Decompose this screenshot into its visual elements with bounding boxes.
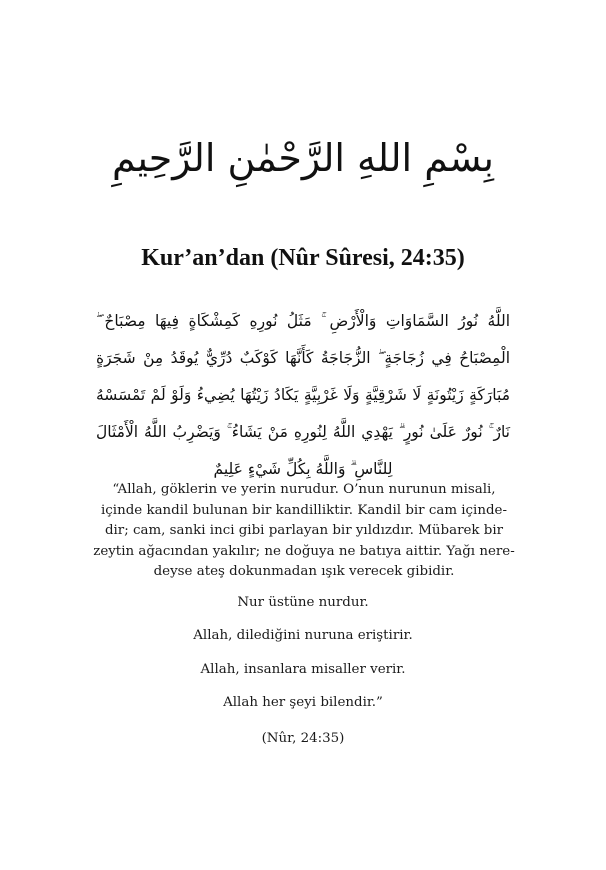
page-title: Kur’an’dan (Nûr Sûresi, 24:35): [141, 245, 465, 271]
translation-line-4: Allah her şeyi bilendir.”: [223, 695, 383, 710]
verse-translation: “Allah, göklerin ve yerin nurudur. O’nun nurunun misali, içinde kandil bulunan bir kandilliktir. Kandil bir cam içinde-dir; cam, sanki inci gibi parlayan bir yıldızdır. Mübarek bir zeytin ağacından yakılır; ne doğuya ne batıya aittir. Yağı nere-deyse ateş dokunmadan ışık verecek gibidir.: [93, 482, 515, 579]
basmala-calligraphy: بِسْمِ اللهِ الرَّحْمٰنِ الرَّحِيمِ: [112, 136, 494, 180]
arabic-verse-text: اللَّهُ نُورُ السَّمَاوَاتِ وَالْأَرْضِ ۚ مَثَلُ نُورِهِ كَمِشْكَاةٍ فِيهَا مِصْبَاحٌ ۖ الْمِصْبَاحُ فِي زُجَاجَةٍ ۖ الزُّجَاجَةُ كَأَنَّهَا كَوْكَبٌ دُرِّيٌّ يُوقَدُ مِنْ شَجَرَةٍ مُبَارَكَةٍ زَيْتُونَةٍ لَا شَرْقِيَّةٍ وَلَا غَرْبِيَّةٍ يَكَادُ زَيْتُهَا يُضِيءُ وَلَوْ لَمْ تَمْسَسْهُ نَارٌ ۚ نُورٌ عَلَىٰ نُورٍ ۗ يَهْدِي اللَّهُ لِنُورِهِ مَنْ يَشَاءُ ۚ وَيَضْرِبُ اللَّهُ الْأَمْثَالَ لِلنَّاسِ ۗ وَاللَّهُ بِكُلِّ شَيْءٍ عَلِيمٌ: [96, 312, 510, 478]
translation-line-2: Allah, dilediğini nuruna eriştirir.: [193, 628, 413, 643]
translation-line-1: Nur üstüne nurdur.: [237, 595, 369, 610]
translation-line-3: Allah, insanlara misaller verir.: [200, 662, 406, 677]
verse-reference: (Nûr, 24:35): [261, 731, 345, 746]
